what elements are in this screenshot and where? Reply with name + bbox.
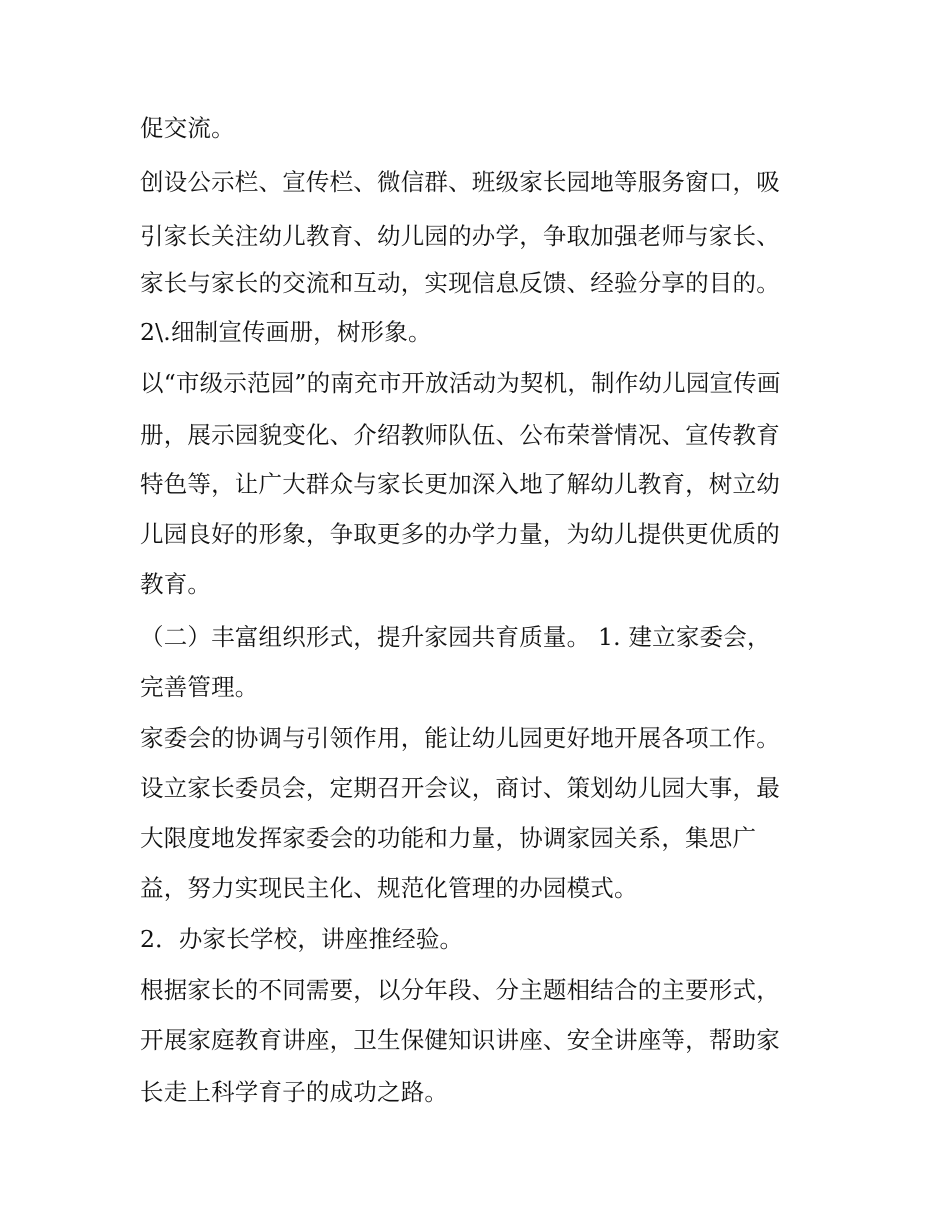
text-line: 创设公示栏、宣传栏、微信群、班级家长园地等服务窗口，吸 [140,168,780,196]
text-line: 大限度地发挥家委会的功能和力量，协调家园关系，集思广 [140,824,757,852]
section-heading: 2\.细制宣传画册，树形象。 [140,318,432,346]
section-heading: 2．办家长学校，讲座推经验。 [140,925,464,953]
text-line: 儿园良好的形象，争取更多的办学力量，为幼儿提供更优质的 [140,520,780,548]
text-line: 益，努力实现民主化、规范化管理的办园模式。 [140,874,638,902]
text-line: 册，展示园貌变化、介绍教师队伍、公布荣誉情况、宣传教育 [140,421,780,449]
text-line: 完善管理。 [140,673,259,701]
text-line: 家长与家长的交流和互动，实现信息反馈、经验分享的目的。 [140,269,780,297]
text-line: 以“市级示范园”的南充市开放活动为契机，制作幼儿园宣传画 [140,369,781,397]
text-line: 教育。 [140,570,212,598]
text-line: 特色等，让广大群众与家长更加深入地了解幼儿教育，树立幼 [140,470,780,498]
text-line: 开展家庭教育讲座，卫生保健知识讲座、安全讲座等，帮助家 [140,1026,780,1054]
text-line: 设立家长委员会，定期召开会议，商讨、策划幼儿园大事，最 [140,774,780,802]
text-line: 根据家长的不同需要，以分年段、分主题相结合的主要形式， [140,976,780,1004]
text-line: 促交流。 [140,114,235,142]
text-line: 长走上科学育子的成功之路。 [140,1078,449,1106]
text-line: 家委会的协调与引领作用，能让幼儿园更好地开展各项工作。 [140,724,780,752]
text-line: 引家长关注幼儿教育、幼儿园的办学，争取加强老师与家长、 [140,222,780,250]
section-heading: （二）丰富组织形式，提升家园共育质量。 1. 建立家委会， [140,623,771,651]
